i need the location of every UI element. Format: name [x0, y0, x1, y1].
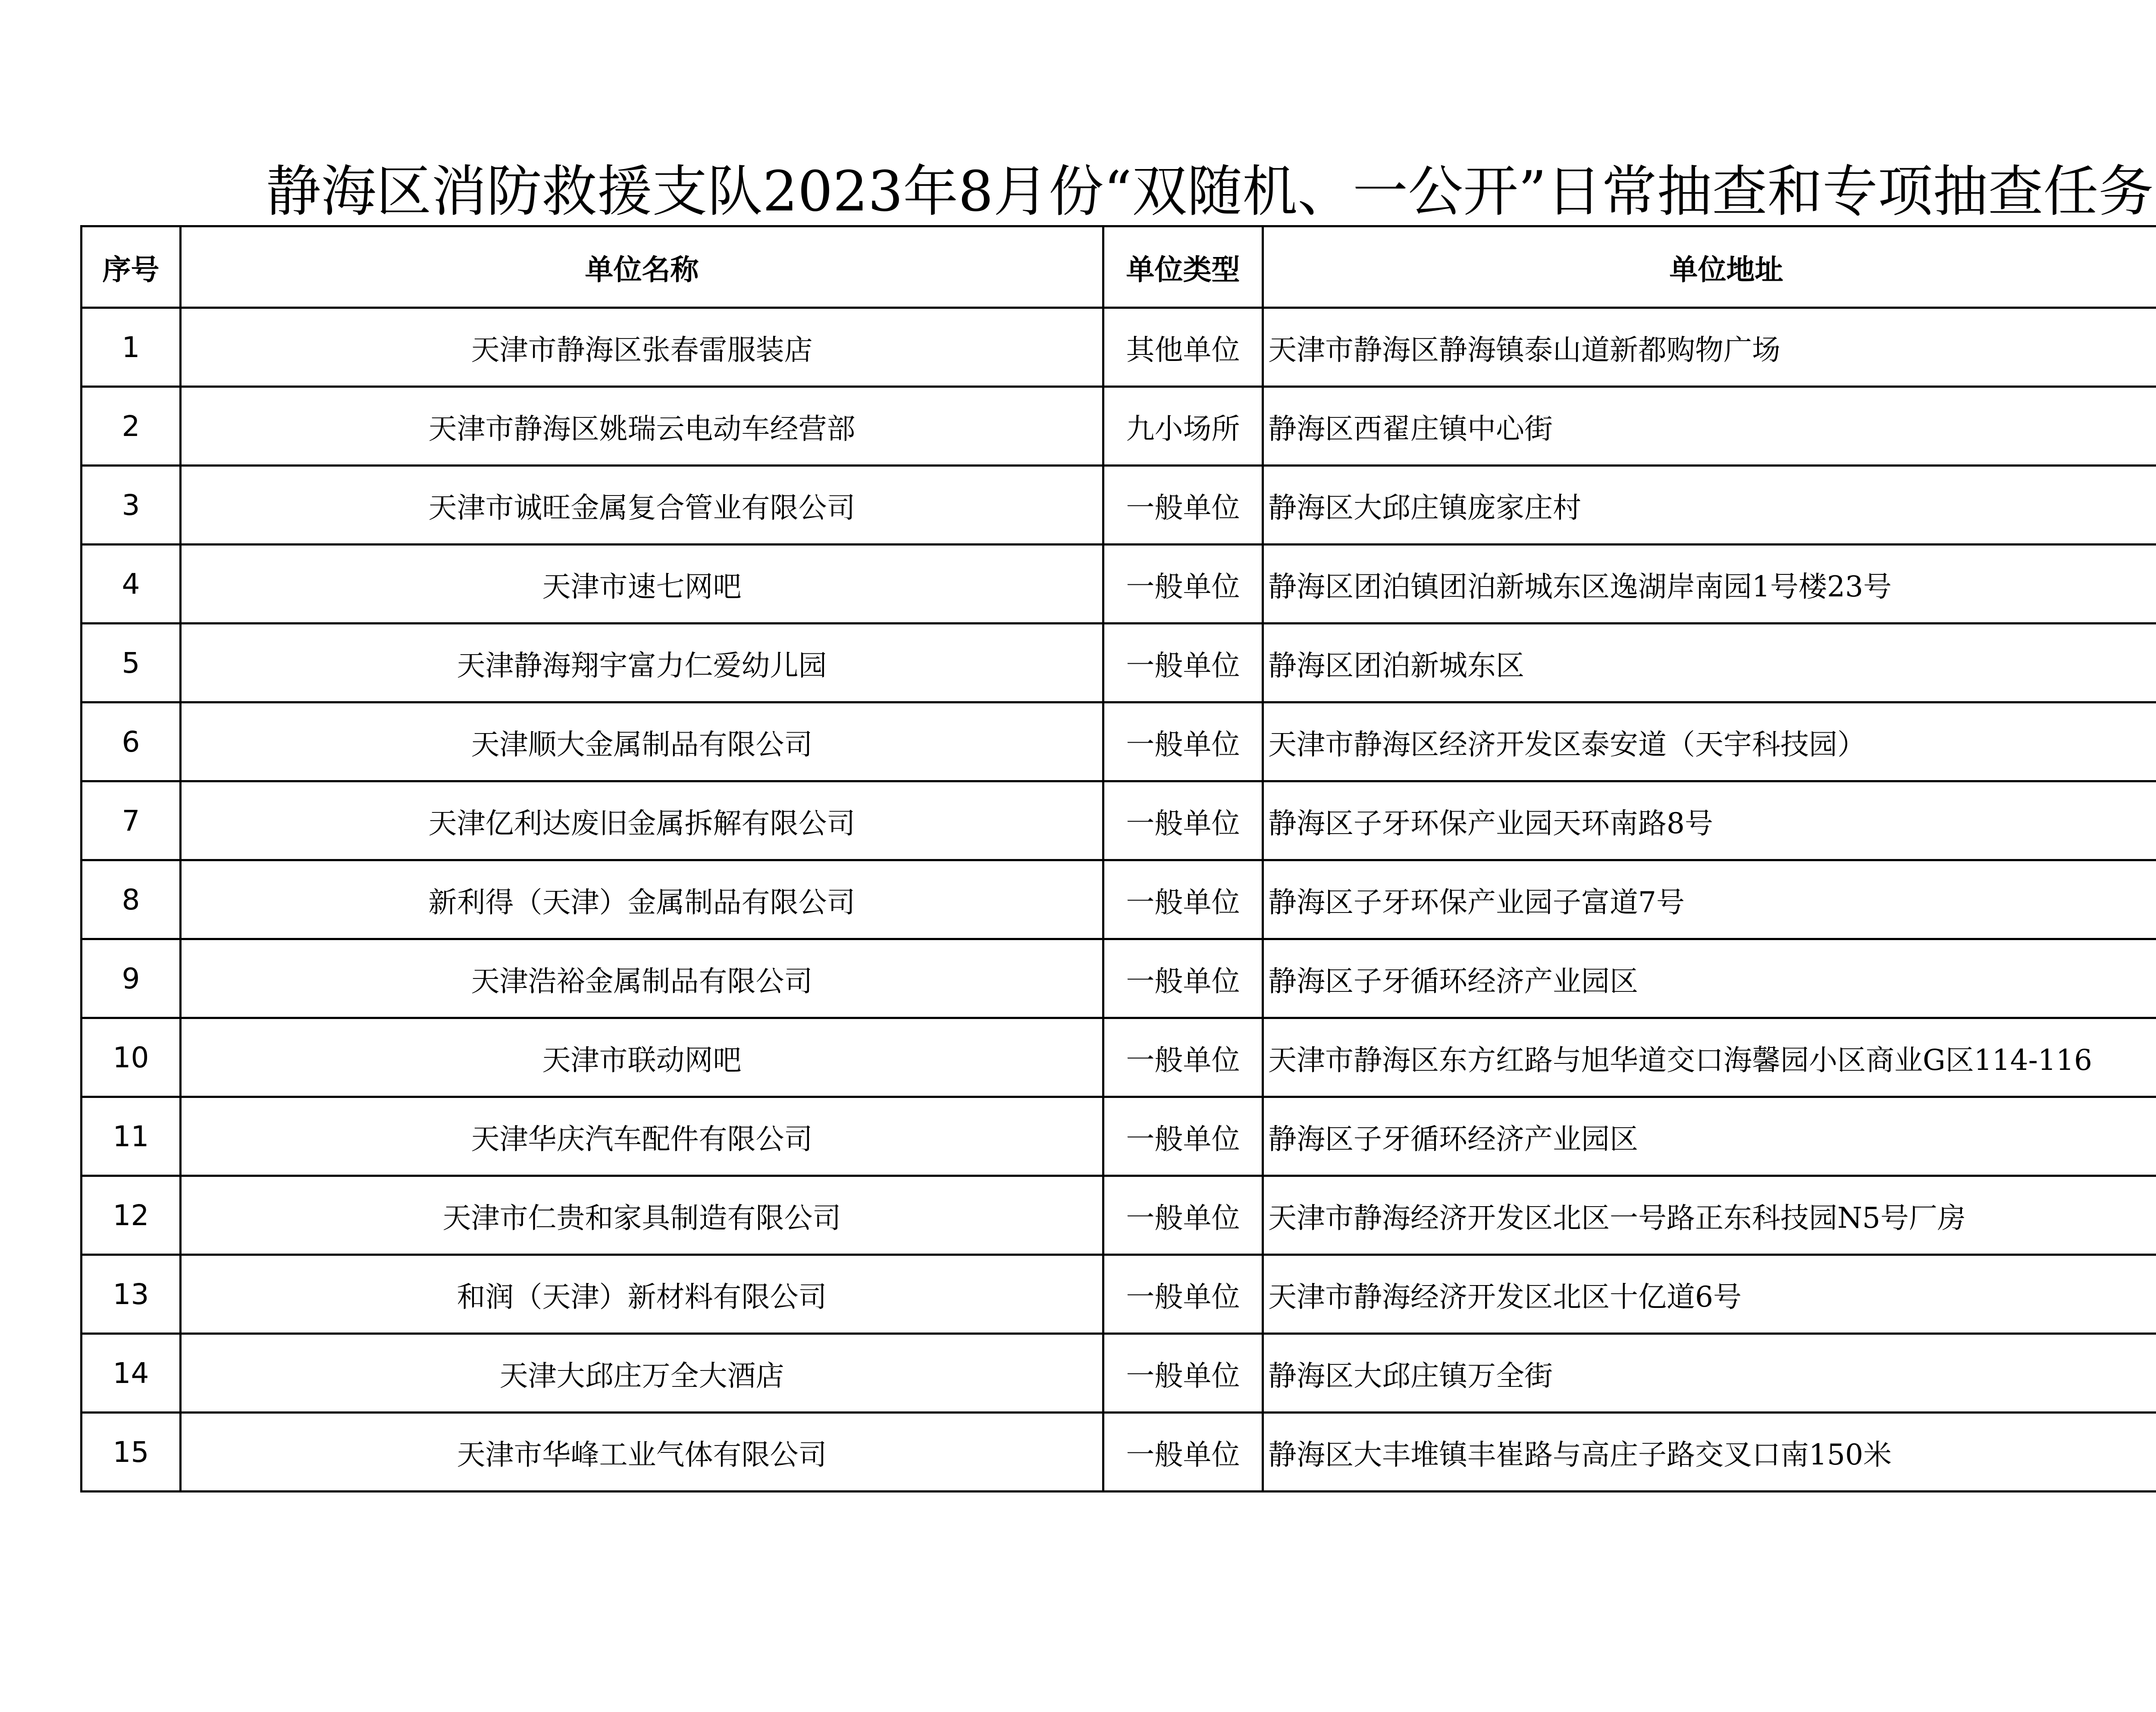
cell-unit-type: 一般单位: [1103, 939, 1263, 1018]
cell-no: 5: [81, 624, 181, 702]
cell-no: 13: [81, 1255, 181, 1334]
cell-unit-type: 一般单位: [1103, 1018, 1263, 1097]
cell-unit-address: 天津市静海区东方红路与旭华道交口海馨园小区商业G区114-116: [1263, 1018, 2156, 1097]
cell-no: 11: [81, 1097, 181, 1176]
cell-unit-name: 和润（天津）新材料有限公司: [181, 1255, 1103, 1334]
cell-unit-name: 天津市静海区张春雷服装店: [181, 308, 1103, 387]
cell-unit-address: 静海区团泊新城东区: [1263, 624, 2156, 702]
cell-no: 12: [81, 1176, 181, 1255]
cell-unit-name: 天津浩裕金属制品有限公司: [181, 939, 1103, 1018]
cell-unit-address: 天津市静海区经济开发区泰安道（天宇科技园）: [1263, 702, 2156, 781]
cell-no: 7: [81, 781, 181, 860]
cell-unit-address: 静海区子牙循环经济产业园区: [1263, 1097, 2156, 1176]
cell-unit-name: 新利得（天津）金属制品有限公司: [181, 860, 1103, 939]
cell-unit-type: 一般单位: [1103, 1097, 1263, 1176]
table-row: [81, 1097, 2156, 1176]
cell-unit-type: 一般单位: [1103, 702, 1263, 781]
cell-unit-name: 天津市联动网吧: [181, 1018, 1103, 1097]
table-row: [81, 624, 2156, 702]
cell-unit-address: 天津市静海经济开发区北区一号路正东科技园N5号厂房: [1263, 1176, 2156, 1255]
cell-no: 14: [81, 1334, 181, 1413]
cell-unit-address: 静海区子牙循环经济产业园区: [1263, 939, 2156, 1018]
table-row: [81, 702, 2156, 781]
cell-unit-type: 一般单位: [1103, 624, 1263, 702]
table-row: [81, 860, 2156, 939]
cell-no: 9: [81, 939, 181, 1018]
cell-no: 2: [81, 387, 181, 466]
cell-unit-address: 静海区大邱庄镇庞家庄村: [1263, 466, 2156, 545]
cell-unit-type: 其他单位: [1103, 308, 1263, 387]
table-row: [81, 1334, 2156, 1413]
table-header-row: [81, 226, 2156, 308]
cell-no: 10: [81, 1018, 181, 1097]
cell-unit-type: 一般单位: [1103, 1334, 1263, 1413]
header-unit-address: 单位地址: [1263, 226, 2156, 308]
cell-no: 6: [81, 702, 181, 781]
cell-unit-type: 一般单位: [1103, 1413, 1263, 1492]
cell-no: 1: [81, 308, 181, 387]
cell-unit-name: 天津顺大金属制品有限公司: [181, 702, 1103, 781]
cell-unit-type: 一般单位: [1103, 466, 1263, 545]
cell-unit-name: 天津亿利达废旧金属拆解有限公司: [181, 781, 1103, 860]
cell-unit-address: 静海区团泊镇团泊新城东区逸湖岸南园1号楼23号: [1263, 545, 2156, 624]
cell-unit-name: 天津华庆汽车配件有限公司: [181, 1097, 1103, 1176]
table-row: [81, 1018, 2156, 1097]
table-row: [81, 1255, 2156, 1334]
cell-unit-address: 静海区大邱庄镇万全街: [1263, 1334, 2156, 1413]
table-row: [81, 545, 2156, 624]
cell-unit-name: 天津大邱庄万全大酒店: [181, 1334, 1103, 1413]
cell-unit-address: 天津市静海区静海镇泰山道新都购物广场: [1263, 308, 2156, 387]
cell-unit-type: 一般单位: [1103, 781, 1263, 860]
cell-unit-type: 一般单位: [1103, 545, 1263, 624]
table-row: [81, 308, 2156, 387]
cell-unit-type: 一般单位: [1103, 1255, 1263, 1334]
cell-unit-address: 天津市静海经济开发区北区十亿道6号: [1263, 1255, 2156, 1334]
table-row: [81, 1176, 2156, 1255]
cell-unit-name: 天津静海翔宇富力仁爱幼儿园: [181, 624, 1103, 702]
cell-unit-name: 天津市诚旺金属复合管业有限公司: [181, 466, 1103, 545]
cell-unit-name: 天津市华峰工业气体有限公司: [181, 1413, 1103, 1492]
cell-unit-type: 一般单位: [1103, 1176, 1263, 1255]
cell-no: 3: [81, 466, 181, 545]
header-unit-name: 单位名称: [181, 226, 1103, 308]
header-unit-type: 单位类型: [1103, 226, 1263, 308]
inspection-task-table: [80, 225, 2156, 1493]
table-row: [81, 939, 2156, 1018]
cell-unit-name: 天津市速七网吧: [181, 545, 1103, 624]
table-row: [81, 1413, 2156, 1492]
table-row: [81, 387, 2156, 466]
cell-no: 4: [81, 545, 181, 624]
table-row: [81, 781, 2156, 860]
cell-no: 8: [81, 860, 181, 939]
header-no: 序号: [81, 226, 181, 308]
cell-no: 15: [81, 1413, 181, 1492]
cell-unit-address: 静海区子牙环保产业园天环南路8号: [1263, 781, 2156, 860]
cell-unit-address: 静海区子牙环保产业园子富道7号: [1263, 860, 2156, 939]
cell-unit-name: 天津市静海区姚瑞云电动车经营部: [181, 387, 1103, 466]
page-title: 静海区消防救援支队2023年8月份“双随机、一公开”日常抽查和专项抽查任务: [266, 160, 2154, 224]
cell-unit-type: 一般单位: [1103, 860, 1263, 939]
cell-unit-name: 天津市仁贵和家具制造有限公司: [181, 1176, 1103, 1255]
cell-unit-address: 静海区大丰堆镇丰崔路与高庄子路交叉口南150米: [1263, 1413, 2156, 1492]
table-row: [81, 466, 2156, 545]
cell-unit-address: 静海区西翟庄镇中心街: [1263, 387, 2156, 466]
cell-unit-type: 九小场所: [1103, 387, 1263, 466]
